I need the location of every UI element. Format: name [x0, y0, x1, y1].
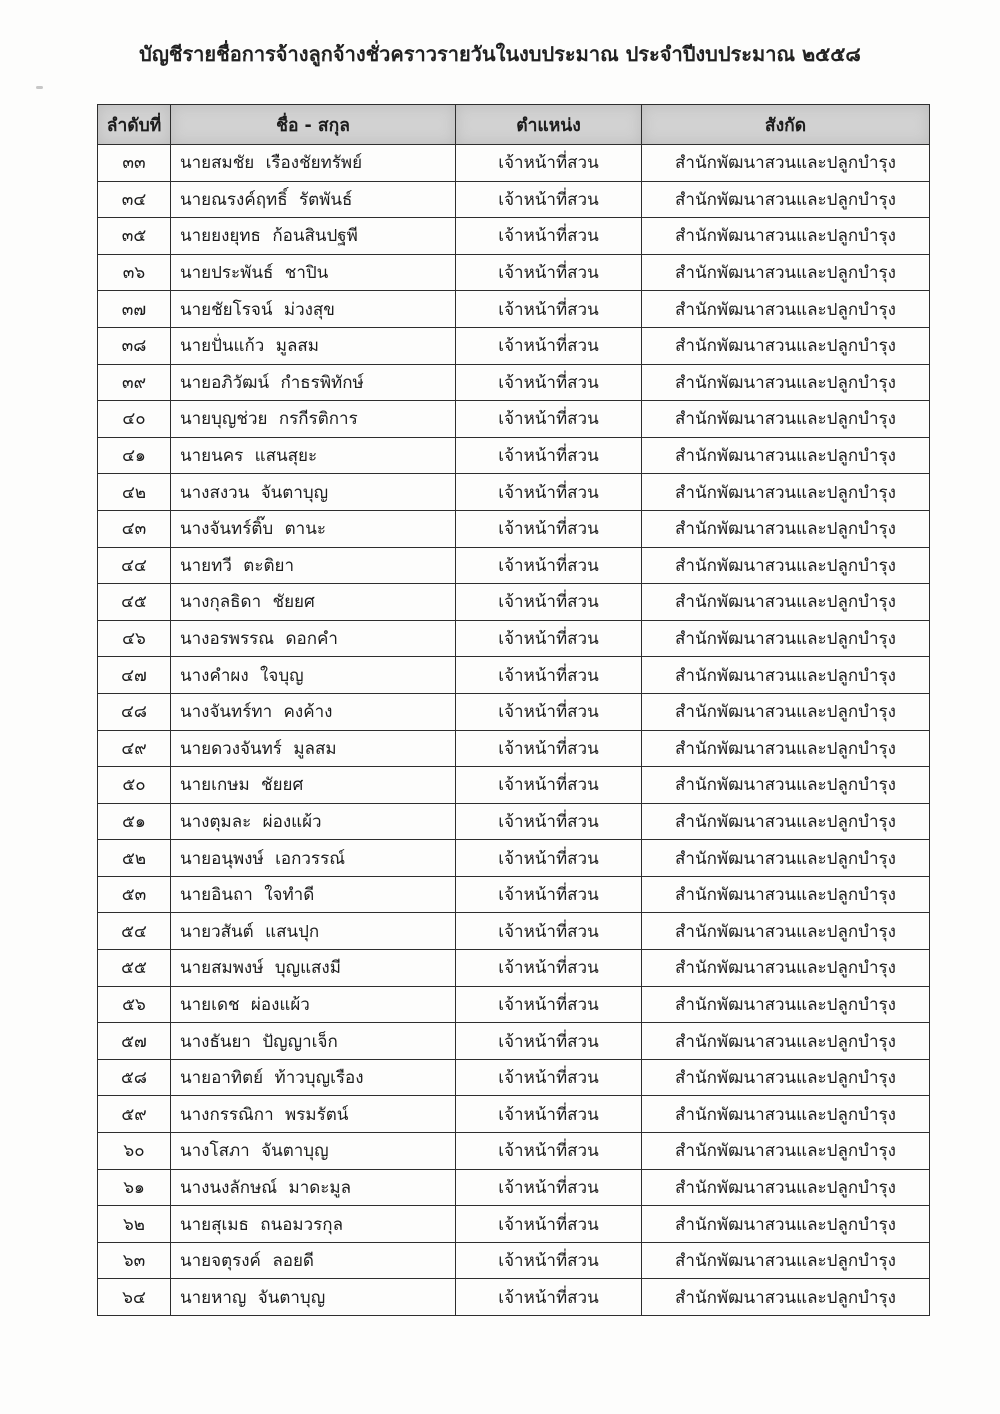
row-number-cell: ๕๒ [98, 840, 171, 877]
affiliation-cell: สำนักพัฒนาสวนและปลูกบำรุง [642, 1206, 930, 1243]
affiliation-cell: สำนักพัฒนาสวนและปลูกบำรุง [642, 181, 930, 218]
employee-name-cell: นางคำผง ใจบุญ [171, 657, 456, 694]
row-number-cell: ๔๑ [98, 437, 171, 474]
table-row [98, 510, 930, 547]
affiliation-cell: สำนักพัฒนาสวนและปลูกบำรุง [642, 291, 930, 328]
position-cell: เจ้าหน้าที่สวน [456, 474, 642, 511]
affiliation-cell: สำนักพัฒนาสวนและปลูกบำรุง [642, 437, 930, 474]
scan-speck [36, 86, 43, 89]
employee-name-cell: นายณรงค์ฤทธิ์ รัตพันธ์ [171, 181, 456, 218]
position-cell: เจ้าหน้าที่สวน [456, 693, 642, 730]
position-cell: เจ้าหน้าที่สวน [456, 1279, 642, 1316]
table-row [98, 876, 930, 913]
table-body [98, 145, 930, 1316]
row-number-cell: ๔๒ [98, 474, 171, 511]
column-header-no: ลำดับที่ [98, 105, 171, 145]
table-row [98, 474, 930, 511]
employee-name-cell: นายยงยุทธ ก้อนสินปฐพี [171, 218, 456, 255]
table-row [98, 218, 930, 255]
employee-name-cell: นายอาทิตย์ ท้าวบุญเรือง [171, 1059, 456, 1096]
employee-name-cell: นายนคร แสนสุยะ [171, 437, 456, 474]
employee-name-cell: นายทวี ตะติยา [171, 547, 456, 584]
table-row [98, 620, 930, 657]
affiliation-cell: สำนักพัฒนาสวนและปลูกบำรุง [642, 913, 930, 950]
affiliation-cell: สำนักพัฒนาสวนและปลูกบำรุง [642, 657, 930, 694]
position-cell: เจ้าหน้าที่สวน [456, 840, 642, 877]
table-row [98, 364, 930, 401]
position-cell: เจ้าหน้าที่สวน [456, 730, 642, 767]
position-cell: เจ้าหน้าที่สวน [456, 401, 642, 438]
employee-name-cell: นายจตุรงค์ ลอยดี [171, 1242, 456, 1279]
row-number-cell: ๕๖ [98, 986, 171, 1023]
affiliation-cell: สำนักพัฒนาสวนและปลูกบำรุง [642, 950, 930, 987]
position-cell: เจ้าหน้าที่สวน [456, 584, 642, 621]
table-row [98, 401, 930, 438]
table-row [98, 693, 930, 730]
position-cell: เจ้าหน้าที่สวน [456, 1242, 642, 1279]
row-number-cell: ๖๒ [98, 1206, 171, 1243]
employee-name-cell: นายเดช ผ่องแผ้ว [171, 986, 456, 1023]
employee-name-cell: นายชัยโรจน์ ม่วงสุข [171, 291, 456, 328]
column-header-affiliation: สังกัด [642, 105, 930, 145]
position-cell: เจ้าหน้าที่สวน [456, 364, 642, 401]
row-number-cell: ๔๕ [98, 584, 171, 621]
employee-name-cell: นายอนุพงษ์ เอกวรรณ์ [171, 840, 456, 877]
employee-name-cell: นายประพันธ์ ชาปิน [171, 254, 456, 291]
position-cell: เจ้าหน้าที่สวน [456, 1059, 642, 1096]
row-number-cell: ๕๙ [98, 1096, 171, 1133]
affiliation-cell: สำนักพัฒนาสวนและปลูกบำรุง [642, 840, 930, 877]
employee-name-cell: นางกุลธิดา ชัยยศ [171, 584, 456, 621]
row-number-cell: ๕๐ [98, 767, 171, 804]
table-row [98, 1023, 930, 1060]
position-cell: เจ้าหน้าที่สวน [456, 1023, 642, 1060]
row-number-cell: ๓๘ [98, 327, 171, 364]
table-row [98, 840, 930, 877]
position-cell: เจ้าหน้าที่สวน [456, 1169, 642, 1206]
table-row [98, 950, 930, 987]
position-cell: เจ้าหน้าที่สวน [456, 218, 642, 255]
position-cell: เจ้าหน้าที่สวน [456, 803, 642, 840]
row-number-cell: ๖๔ [98, 1279, 171, 1316]
employee-name-cell: นางจันทร์ทา คงค้าง [171, 693, 456, 730]
affiliation-cell: สำนักพัฒนาสวนและปลูกบำรุง [642, 327, 930, 364]
affiliation-cell: สำนักพัฒนาสวนและปลูกบำรุง [642, 474, 930, 511]
employee-name-cell: นายเกษม ชัยยศ [171, 767, 456, 804]
row-number-cell: ๖๓ [98, 1242, 171, 1279]
affiliation-cell: สำนักพัฒนาสวนและปลูกบำรุง [642, 767, 930, 804]
table-row [98, 1059, 930, 1096]
row-number-cell: ๖๐ [98, 1133, 171, 1170]
affiliation-cell: สำนักพัฒนาสวนและปลูกบำรุง [642, 1169, 930, 1206]
affiliation-cell: สำนักพัฒนาสวนและปลูกบำรุง [642, 1133, 930, 1170]
employee-name-cell: นางตุมละ ผ่องแผ้ว [171, 803, 456, 840]
row-number-cell: ๕๗ [98, 1023, 171, 1060]
employee-name-cell: นายอินถา ใจทำดี [171, 876, 456, 913]
employee-name-cell: นายดวงจันทร์ มูลสม [171, 730, 456, 767]
affiliation-cell: สำนักพัฒนาสวนและปลูกบำรุง [642, 364, 930, 401]
table-row [98, 547, 930, 584]
employee-name-cell: นางนงลักษณ์ มาดะมูล [171, 1169, 456, 1206]
row-number-cell: ๓๓ [98, 145, 171, 182]
table-row [98, 145, 930, 182]
position-cell: เจ้าหน้าที่สวน [456, 986, 642, 1023]
position-cell: เจ้าหน้าที่สวน [456, 913, 642, 950]
position-cell: เจ้าหน้าที่สวน [456, 950, 642, 987]
position-cell: เจ้าหน้าที่สวน [456, 547, 642, 584]
employee-name-cell: นายสมพงษ์ บุญแสงมี [171, 950, 456, 987]
row-number-cell: ๔๗ [98, 657, 171, 694]
table-row [98, 1242, 930, 1279]
row-number-cell: ๓๕ [98, 218, 171, 255]
row-number-cell: ๕๘ [98, 1059, 171, 1096]
table-row [98, 1133, 930, 1170]
row-number-cell: ๔๙ [98, 730, 171, 767]
employee-name-cell: นายปั่นแก้ว มูลสม [171, 327, 456, 364]
row-number-cell: ๔๖ [98, 620, 171, 657]
position-cell: เจ้าหน้าที่สวน [456, 620, 642, 657]
affiliation-cell: สำนักพัฒนาสวนและปลูกบำรุง [642, 1096, 930, 1133]
row-number-cell: ๔๐ [98, 401, 171, 438]
table-row [98, 730, 930, 767]
row-number-cell: ๓๙ [98, 364, 171, 401]
table-row [98, 254, 930, 291]
table-row [98, 584, 930, 621]
row-number-cell: ๕๕ [98, 950, 171, 987]
table-row [98, 1096, 930, 1133]
table-row [98, 291, 930, 328]
row-number-cell: ๓๗ [98, 291, 171, 328]
table-row [98, 657, 930, 694]
employee-name-cell: นางธันยา ปัญญาเจ็ก [171, 1023, 456, 1060]
affiliation-cell: สำนักพัฒนาสวนและปลูกบำรุง [642, 1059, 930, 1096]
row-number-cell: ๕๑ [98, 803, 171, 840]
table-row [98, 437, 930, 474]
affiliation-cell: สำนักพัฒนาสวนและปลูกบำรุง [642, 1023, 930, 1060]
position-cell: เจ้าหน้าที่สวน [456, 1206, 642, 1243]
column-header-name: ชื่อ - สกุล [171, 105, 456, 145]
position-cell: เจ้าหน้าที่สวน [456, 1133, 642, 1170]
position-cell: เจ้าหน้าที่สวน [456, 437, 642, 474]
affiliation-cell: สำนักพัฒนาสวนและปลูกบำรุง [642, 510, 930, 547]
row-number-cell: ๓๖ [98, 254, 171, 291]
affiliation-cell: สำนักพัฒนาสวนและปลูกบำรุง [642, 876, 930, 913]
employee-name-cell: นางกรรณิกา พรมรัตน์ [171, 1096, 456, 1133]
row-number-cell: ๔๘ [98, 693, 171, 730]
affiliation-cell: สำนักพัฒนาสวนและปลูกบำรุง [642, 803, 930, 840]
position-cell: เจ้าหน้าที่สวน [456, 1096, 642, 1133]
row-number-cell: ๕๔ [98, 913, 171, 950]
table-row [98, 913, 930, 950]
table-row [98, 181, 930, 218]
employee-name-cell: นายบุญช่วย กรกีรติการ [171, 401, 456, 438]
affiliation-cell: สำนักพัฒนาสวนและปลูกบำรุง [642, 401, 930, 438]
row-number-cell: ๕๓ [98, 876, 171, 913]
position-cell: เจ้าหน้าที่สวน [456, 181, 642, 218]
employee-roster-table [97, 104, 930, 1316]
table-row [98, 1169, 930, 1206]
position-cell: เจ้าหน้าที่สวน [456, 767, 642, 804]
employee-name-cell: นายสุเมธ ถนอมวรกุล [171, 1206, 456, 1243]
page-title: บัญชีรายชื่อการจ้างลูกจ้างชั่วคราวรายวันในงบประมาณ ประจำปีงบประมาณ ๒๕๕๘ [139, 42, 861, 66]
table-row [98, 767, 930, 804]
affiliation-cell: สำนักพัฒนาสวนและปลูกบำรุง [642, 145, 930, 182]
table-row [98, 803, 930, 840]
position-cell: เจ้าหน้าที่สวน [456, 657, 642, 694]
employee-name-cell: นายวสันต์ แสนปุก [171, 913, 456, 950]
affiliation-cell: สำนักพัฒนาสวนและปลูกบำรุง [642, 218, 930, 255]
employee-name-cell: นายสมชัย เรืองชัยทรัพย์ [171, 145, 456, 182]
table-row [98, 327, 930, 364]
affiliation-cell: สำนักพัฒนาสวนและปลูกบำรุง [642, 1242, 930, 1279]
row-number-cell: ๓๔ [98, 181, 171, 218]
employee-name-cell: นางอรพรรณ ดอกคำ [171, 620, 456, 657]
position-cell: เจ้าหน้าที่สวน [456, 510, 642, 547]
row-number-cell: ๖๑ [98, 1169, 171, 1206]
affiliation-cell: สำนักพัฒนาสวนและปลูกบำรุง [642, 620, 930, 657]
position-cell: เจ้าหน้าที่สวน [456, 327, 642, 364]
table-header [98, 105, 930, 145]
position-cell: เจ้าหน้าที่สวน [456, 254, 642, 291]
affiliation-cell: สำนักพัฒนาสวนและปลูกบำรุง [642, 547, 930, 584]
affiliation-cell: สำนักพัฒนาสวนและปลูกบำรุง [642, 1279, 930, 1316]
affiliation-cell: สำนักพัฒนาสวนและปลูกบำรุง [642, 986, 930, 1023]
employee-name-cell: นางสงวน จันตาบุญ [171, 474, 456, 511]
employee-name-cell: นางจันทร์ติ๊บ ตานะ [171, 510, 456, 547]
position-cell: เจ้าหน้าที่สวน [456, 145, 642, 182]
row-number-cell: ๔๔ [98, 547, 171, 584]
affiliation-cell: สำนักพัฒนาสวนและปลูกบำรุง [642, 254, 930, 291]
table-row [98, 1279, 930, 1316]
employee-name-cell: นายอภิวัฒน์ กำธรพิทักษ์ [171, 364, 456, 401]
affiliation-cell: สำนักพัฒนาสวนและปลูกบำรุง [642, 730, 930, 767]
affiliation-cell: สำนักพัฒนาสวนและปลูกบำรุง [642, 693, 930, 730]
position-cell: เจ้าหน้าที่สวน [456, 291, 642, 328]
column-header-position: ตำแหน่ง [456, 105, 642, 145]
table-row [98, 986, 930, 1023]
affiliation-cell: สำนักพัฒนาสวนและปลูกบำรุง [642, 584, 930, 621]
row-number-cell: ๔๓ [98, 510, 171, 547]
position-cell: เจ้าหน้าที่สวน [456, 876, 642, 913]
employee-name-cell: นายหาญ จันตาบุญ [171, 1279, 456, 1316]
table-row [98, 1206, 930, 1243]
employee-name-cell: นางโสภา จันตาบุญ [171, 1133, 456, 1170]
